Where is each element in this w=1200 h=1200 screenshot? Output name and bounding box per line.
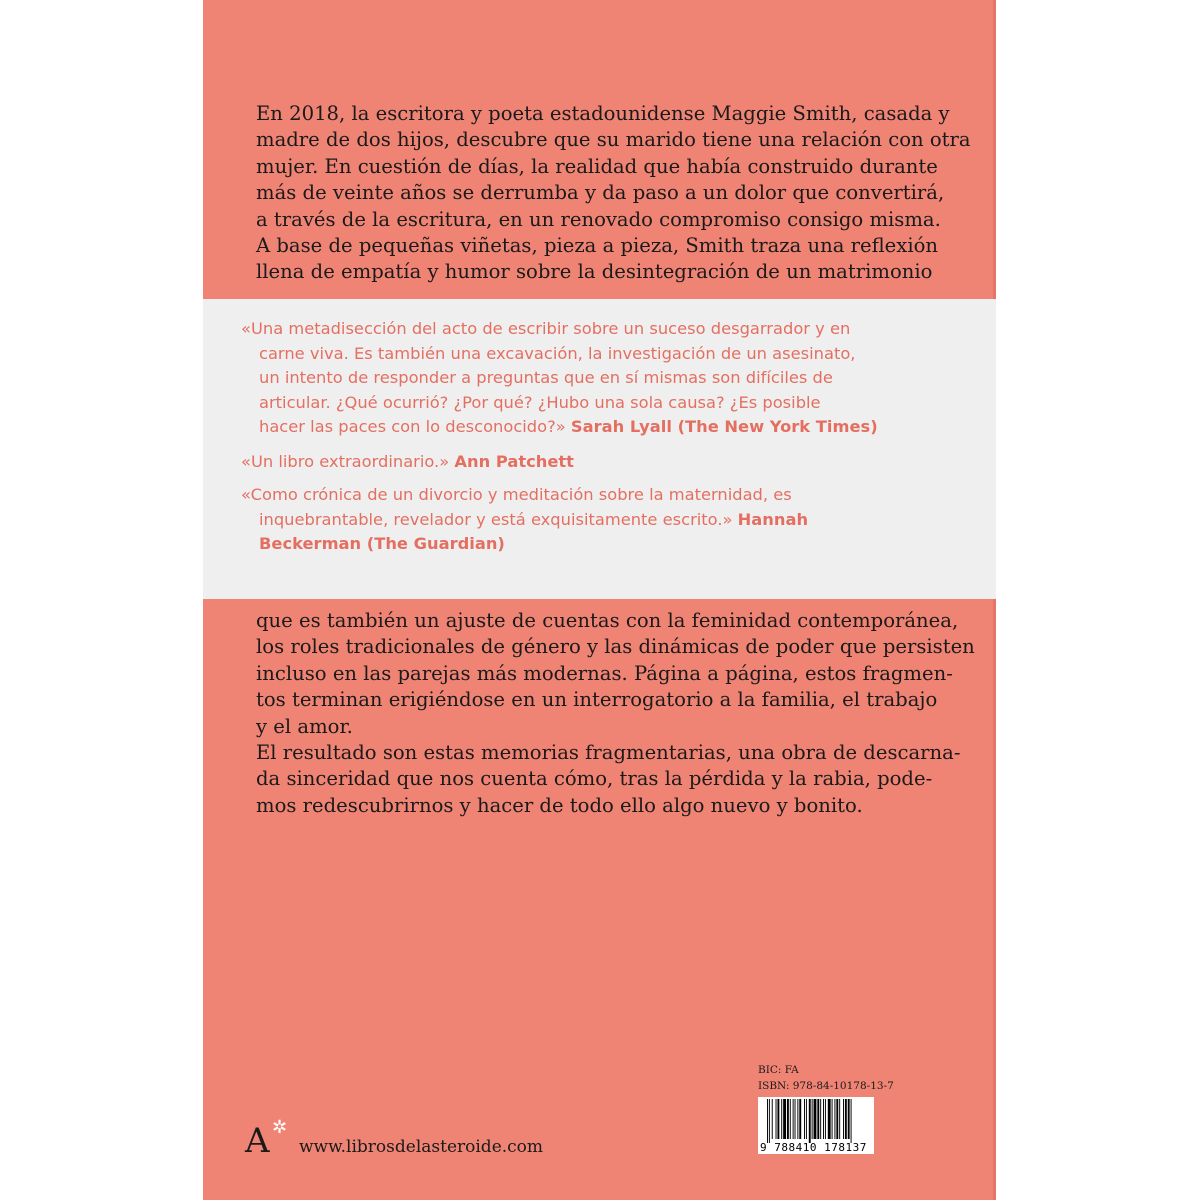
quote-text: «Un libro extraordinario.» bbox=[241, 452, 450, 471]
barcode-bar bbox=[820, 1099, 821, 1139]
barcode-bar bbox=[776, 1099, 777, 1139]
bic-code: BIC: FA bbox=[758, 1064, 799, 1076]
synopsis-line: da sinceridad que nos cuenta cómo, tras la pérdida y la rabia, pode- bbox=[256, 767, 933, 791]
review-quote-3 bbox=[241, 483, 921, 557]
barcode-bar bbox=[839, 1099, 840, 1139]
quote-author: Ann Patchett bbox=[454, 452, 574, 471]
synopsis-line: y el amor. bbox=[256, 714, 353, 738]
quote-author: Beckerman (The Guardian) bbox=[259, 534, 505, 554]
barcode-bar bbox=[848, 1099, 850, 1139]
barcode-bar bbox=[799, 1099, 801, 1139]
synopsis-line: más de veinte años se derrumba y da paso a un dolor que convertirá, bbox=[256, 181, 945, 205]
barcode-bar bbox=[825, 1099, 826, 1139]
publisher-url: www.librosdelasteroide.com bbox=[299, 1137, 544, 1157]
synopsis-line: los roles tradicionales de género y las dinámicas de poder que persisten bbox=[256, 635, 975, 659]
synopsis-line: En 2018, la escritora y poeta estadounidense Maggie Smith, casada y bbox=[256, 102, 950, 125]
synopsis-top bbox=[256, 101, 971, 286]
asterisk-icon: ✲ bbox=[272, 1117, 288, 1138]
barcode-bar bbox=[823, 1099, 824, 1139]
synopsis-line: A base de pequeñas viñetas, pieza a pieza, Smith traza una reflexión bbox=[256, 234, 939, 258]
barcode-bar bbox=[797, 1099, 798, 1139]
quote-author: Sarah Lyall (The New York Times) bbox=[570, 417, 878, 437]
cover-edge bbox=[993, 0, 996, 1200]
barcode-digits: 9 788410 178137 bbox=[760, 1141, 867, 1154]
synopsis-line: a través de la escritura, en un renovado compromiso consigo misma. bbox=[256, 207, 941, 231]
quote-line: carne viva. Es también una excavación, la investigación de un asesinato, bbox=[259, 343, 856, 363]
quote-author: Hannah bbox=[737, 509, 809, 529]
quote-line: articular. ¿Qué ocurrió? ¿Por qué? ¿Hubo una sola causa? ¿Es posible bbox=[259, 392, 821, 412]
publisher-logo bbox=[245, 1117, 297, 1161]
barcode-bar bbox=[783, 1099, 786, 1139]
review-quote-1 bbox=[241, 317, 921, 440]
synopsis-line: El resultado son estas memorias fragmentarias, una obra de descarna- bbox=[256, 741, 961, 765]
book-back-cover bbox=[203, 0, 996, 1200]
book-codes bbox=[758, 1062, 894, 1094]
barcode-bar bbox=[812, 1099, 813, 1139]
barcode-bar bbox=[817, 1099, 819, 1139]
quote-line bbox=[241, 508, 921, 533]
barcode-bar bbox=[767, 1099, 768, 1143]
synopsis-line: incluso en las parejas más modernas. Página a página, estos fragmen- bbox=[256, 661, 953, 685]
barcode-bar bbox=[843, 1099, 844, 1139]
quote-line: «Una metadisección del acto de escribir sobre un suceso desgarrador y en bbox=[241, 319, 851, 338]
barcode-bar bbox=[806, 1099, 807, 1139]
barcode-bar bbox=[790, 1099, 791, 1139]
synopsis-line: madre de dos hijos, descubre que su marido tiene una relación con otra bbox=[256, 128, 971, 152]
quote-line: un intento de responder a preguntas que en sí mismas son difíciles de bbox=[259, 368, 833, 388]
barcode-bar bbox=[781, 1099, 782, 1139]
barcode-bar bbox=[845, 1099, 847, 1139]
barcode-bar bbox=[836, 1099, 838, 1139]
quote-line bbox=[241, 415, 921, 440]
barcode-bar bbox=[795, 1099, 796, 1139]
quote-text: hacer las paces con lo desconocido?» bbox=[259, 417, 566, 437]
barcode-bar bbox=[814, 1099, 817, 1139]
isbn-code: ISBN: 978-84-10178-13-7 bbox=[758, 1080, 894, 1092]
synopsis-line: tos terminan erigiéndose en un interrogatorio a la familia, el trabajo bbox=[256, 688, 938, 712]
barcode-bar bbox=[809, 1099, 811, 1143]
quote-line bbox=[241, 450, 921, 475]
barcode-bar bbox=[769, 1099, 770, 1143]
quote-text: inquebrantable, revelador y está exquisitamente escrito.» bbox=[259, 509, 733, 529]
barcode-bar bbox=[777, 1099, 779, 1139]
barcode-bar bbox=[834, 1099, 835, 1139]
barcode bbox=[758, 1097, 874, 1154]
synopsis-line: llena de empatía y humor sobre la desintegración de un matrimonio bbox=[256, 260, 933, 284]
barcode-bar bbox=[787, 1099, 789, 1139]
barcode-bar bbox=[828, 1099, 831, 1139]
barcode-bars bbox=[758, 1097, 874, 1143]
review-quote-2 bbox=[241, 450, 921, 475]
barcode-bar bbox=[772, 1099, 773, 1139]
quote-line: «Como crónica de un divorcio y meditación sobre la maternidad, es bbox=[241, 485, 792, 504]
barcode-bar bbox=[793, 1099, 794, 1139]
synopsis-line: que es también un ajuste de cuentas con la feminidad contemporánea, bbox=[256, 609, 959, 632]
barcode-bar bbox=[851, 1099, 852, 1143]
quotes-band bbox=[203, 299, 996, 599]
barcode-bar bbox=[804, 1099, 805, 1139]
synopsis-line: mujer. En cuestión de días, la realidad que había construido durante bbox=[256, 154, 938, 178]
logo-letter: A bbox=[245, 1121, 270, 1161]
barcode-bar bbox=[832, 1099, 833, 1139]
synopsis-bottom bbox=[256, 608, 975, 819]
synopsis-line: mos redescubrirnos y hacer de todo ello algo nuevo y bonito. bbox=[256, 793, 863, 817]
